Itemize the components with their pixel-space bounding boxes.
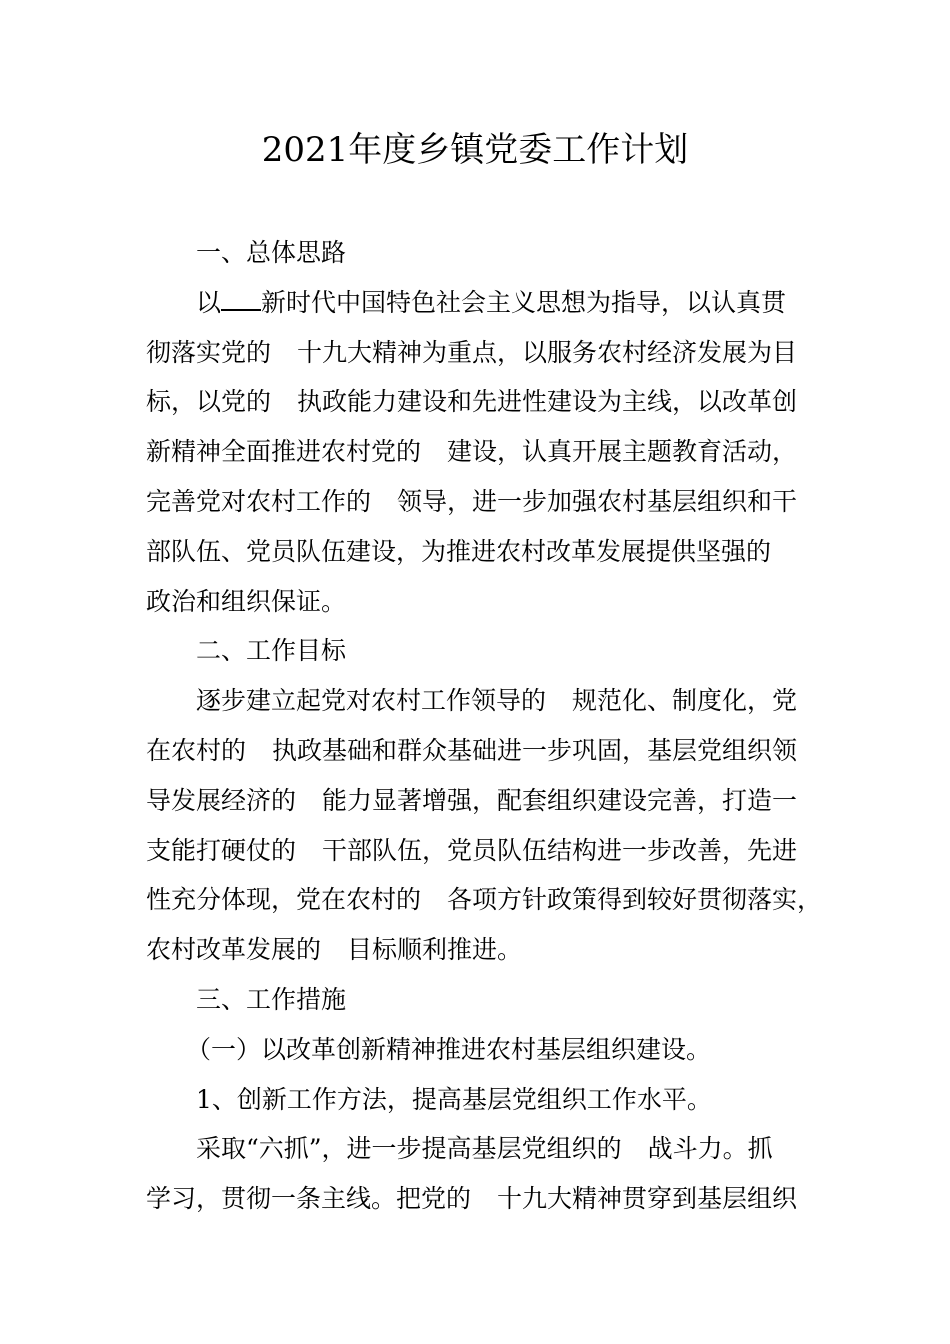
paragraph-line: 农村改革发展的 目标顺利推进。 [146, 935, 523, 965]
paragraph-line: 支能打硬仗的 干部队伍，党员队伍结构进一步改善，先进 [146, 835, 798, 865]
document-title: 2021年度乡镇党委工作计划 [261, 130, 689, 170]
paragraph-line: 完善党对农村工作的 领导，进一步加强农村基层组织和干 [146, 486, 798, 516]
paragraph-line: 导发展经济的 能力显著增强，配套组织建设完善，打造一 [146, 785, 798, 815]
paragraph-line: 在农村的 执政基础和群众基础进一步巩固，基层党组织领 [146, 735, 798, 765]
section-heading-3: 三、工作措施 [196, 984, 347, 1014]
section-heading-1: 一、总体思路 [196, 238, 347, 267]
paragraph-line: 部队伍、党员队伍建设，为推进农村改革发展提供坚强的 [146, 536, 772, 566]
paragraph-line: 彻落实党的 十九大精神为重点，以服务农村经济发展为目 [146, 337, 798, 367]
paragraph-line: 采取“六抓”，进一步提高基层党组织的 战斗力。抓 [196, 1134, 773, 1164]
subsection-item: 1、创新工作方法，提高基层党组织工作水平。 [196, 1084, 712, 1114]
paragraph-line: 标，以党的 执政能力建设和先进性建设为主线，以改革创 [146, 387, 798, 417]
section-heading-2: 二、工作目标 [196, 636, 347, 666]
paragraph-line: 以 新时代中国特色社会主义思想为指导，以认真贯 [196, 287, 787, 317]
paragraph-line: 性充分体现，党在农村的 各项方针政策得到较好贯彻落实， [146, 885, 822, 915]
paragraph-line: 新精神全面推进农村党的 建设，认真开展主题教育活动， [146, 437, 798, 467]
document-body [146, 228, 822, 1224]
paragraph-line: 逐步建立起党对农村工作领导的 规范化、制度化，党 [196, 686, 798, 716]
subsection-heading: （一）以改革创新精神推进农村基层组织建设。 [186, 1034, 712, 1064]
paragraph-line: 学习，贯彻一条主线。把党的 十九大精神贯穿到基层组织 [146, 1184, 798, 1214]
blank-underline [221, 287, 261, 311]
paragraph-line: 政治和组织保证。 [146, 586, 347, 616]
